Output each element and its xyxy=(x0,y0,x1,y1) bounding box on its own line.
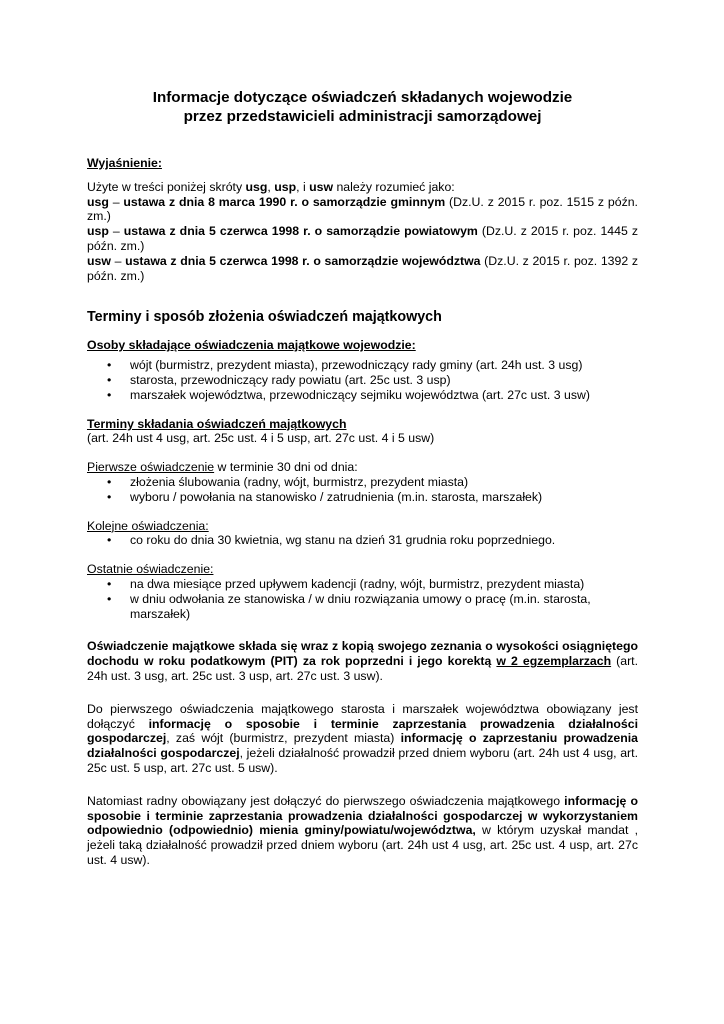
list-item-text: marszałek województwa, przewodniczący sejmiku województwa (art. 27c ust. 3 usw) xyxy=(130,387,590,402)
title-line-2: przez przedstawicieli administracji samorządowej xyxy=(183,108,542,125)
deadlines-heading: Terminy składania oświadczeń majątkowych xyxy=(87,416,347,431)
abbr-usg: usg xyxy=(245,179,268,194)
pit-paragraph xyxy=(87,639,638,683)
usp-ref: (Dz.U. z 2015 r. poz. 1445 z późn. zm.) xyxy=(87,224,638,253)
p2-bold-d: informację o zaprzestaniu prowadzenia działalności gospodarczej xyxy=(87,731,638,761)
persons-heading: Osoby składające oświadczenia majątkowe wojewodzie: xyxy=(87,338,416,353)
list-item xyxy=(87,577,638,592)
list-item xyxy=(87,490,638,505)
usg-ref: (Dz.U. z 2015 r. poz. 1515 z późn. zm.) xyxy=(87,194,638,224)
intro-text: Użyte w treści poniżej skróty xyxy=(87,179,246,194)
first-declaration-label: Pierwsze oświadczenie xyxy=(87,460,215,475)
last-declaration-label: Ostatnie oświadczenie: xyxy=(87,562,214,577)
persons-list xyxy=(87,358,638,402)
explanation-usg xyxy=(87,195,638,225)
list-item xyxy=(87,533,638,548)
usg-abbr: usg xyxy=(87,194,109,209)
p2-text-c: , zaś wójt (burmistrz, prezydent miasta) xyxy=(166,731,401,746)
bullet-icon: • xyxy=(107,489,112,504)
title-line-1: Informacje dotyczące oświadczeń składanych wojewodzie xyxy=(152,89,573,106)
first-declaration xyxy=(87,460,638,475)
usp-abbr: usp xyxy=(87,224,109,239)
next-declarations-list xyxy=(87,533,638,548)
p2-bold-b: informację o sposobie i terminie zaprzestania prowadzenia działalności gospodarczej xyxy=(87,716,638,746)
first-declaration-list xyxy=(87,475,638,505)
pit-bold-text: Oświadczenie majątkowe składa się wraz z kopią swojego zeznania o wysokości osiągniętego dochodu w roku podatkowym (PIT) za rok poprzedni i jego korektą xyxy=(87,639,638,669)
usg-dash: – xyxy=(108,194,124,209)
p2-text-a: Do pierwszego oświadczenia majątkowego starosta i marszałek województwa obowiązany jest dołączyć xyxy=(87,701,638,731)
list-item-text: wójt (burmistrz, prezydent miasta), przewodniczący rady gminy (art. 24h ust. 3 usg) xyxy=(130,358,583,373)
intro-comma-i: , i xyxy=(296,179,310,194)
last-declaration-list xyxy=(87,577,638,621)
document-content xyxy=(87,88,638,868)
bullet-icon: • xyxy=(107,576,112,591)
list-item-text: starosta, przewodniczący rady powiatu (art. 25c ust. 3 usp) xyxy=(130,372,451,387)
section-title: Terminy i sposób złożenia oświadczeń majątkowych xyxy=(87,309,442,326)
p2-text-e: , jeżeli działalność prowadził przed dniem wyboru (art. 24h ust 4 usg, art. 25c ust. 5 usp, art. 27c ust. 5 usw). xyxy=(87,746,638,775)
bullet-icon: • xyxy=(107,533,112,548)
usp-act: ustawa z dnia 5 czerwca 1998 r. o samorządzie powiatowym xyxy=(123,224,478,239)
explanation-heading: Wyjaśnienie: xyxy=(87,156,162,170)
deadlines-refs: (art. 24h ust 4 usg, art. 25c ust. 4 i 5 usp, art. 27c ust. 4 i 5 usw) xyxy=(87,431,435,446)
list-item-text: wyboru / powołania na stanowisko / zatrudnienia (m.in. starosta, marszałek) xyxy=(130,489,543,504)
list-item-text: co roku do dnia 30 kwietnia, wg stanu na dzień 31 grudnia roku poprzedniego. xyxy=(130,533,556,548)
list-item xyxy=(87,592,638,622)
usw-ref: (Dz.U. z 2015 r. poz. 1392 z późn. zm.) xyxy=(87,253,638,283)
explanation-usp xyxy=(87,224,638,254)
business-info-paragraph xyxy=(87,702,638,776)
list-item-text: złożenia ślubowania (radny, wójt, burmistrz, prezydent miasta) xyxy=(130,474,469,489)
explanation-block xyxy=(87,180,638,284)
p3-text-c: w którym uzyskał mandat , jeżeli taką działalność prowadził przed dniem wyboru (art. 24h ust 4 usg, art. 25c ust. 4 usp, art. 27c ust. 4 usw). xyxy=(87,823,638,867)
usp-dash: – xyxy=(108,224,124,239)
explanation-usw xyxy=(87,254,638,284)
p3-bold-b: informację o sposobie i terminie zaprzestania prowadzenia działalności gospodarczej w wykorzystaniem odpowiednio (odpowiednio) mienia gminy/powiatu/województwa, xyxy=(87,793,638,838)
list-item xyxy=(87,475,638,490)
bullet-icon: • xyxy=(107,474,112,489)
intro-text-end: należy rozumieć jako: xyxy=(333,179,455,194)
pit-refs: (art. 24h ust. 3 usg, art. 25c ust. 3 usp, art. 27c ust. 3 usw). xyxy=(87,654,639,683)
list-item xyxy=(87,388,638,403)
bullet-icon: • xyxy=(107,387,112,402)
list-item-text: w dniu odwołania ze stanowiska / w dniu rozwiązania umowy o pracę (m.in. starosta, marszałek) xyxy=(130,591,591,621)
bullet-icon: • xyxy=(107,372,112,387)
usg-act: ustawa z dnia 8 marca 1990 r. o samorządzie gminnym xyxy=(123,194,446,209)
document-title xyxy=(87,88,638,126)
pit-copies: w 2 egzemplarzach xyxy=(496,654,612,669)
bullet-icon: • xyxy=(107,591,112,606)
explanation-intro xyxy=(87,180,638,195)
abbr-usp: usp xyxy=(274,179,297,194)
councillor-paragraph xyxy=(87,794,638,868)
first-declaration-text: w terminie 30 dni od dnia: xyxy=(214,460,358,475)
usw-act: ustawa z dnia 5 czerwca 1998 r. o samorządzie województwa xyxy=(125,253,481,268)
usw-abbr: usw xyxy=(87,253,111,268)
next-declarations-label: Kolejne oświadczenia: xyxy=(87,518,209,533)
usw-dash: – xyxy=(110,253,126,268)
list-item-text: na dwa miesiące przed upływem kadencji (radny, wójt, burmistrz, prezydent miasta) xyxy=(130,576,585,591)
p3-text-a: Natomiast radny obowiązany jest dołączyć do pierwszego oświadczenia majątkowego xyxy=(87,793,565,808)
list-item xyxy=(87,358,638,373)
abbr-usw: usw xyxy=(309,179,334,194)
intro-comma: , xyxy=(267,179,275,194)
list-item xyxy=(87,373,638,388)
bullet-icon: • xyxy=(107,358,112,373)
